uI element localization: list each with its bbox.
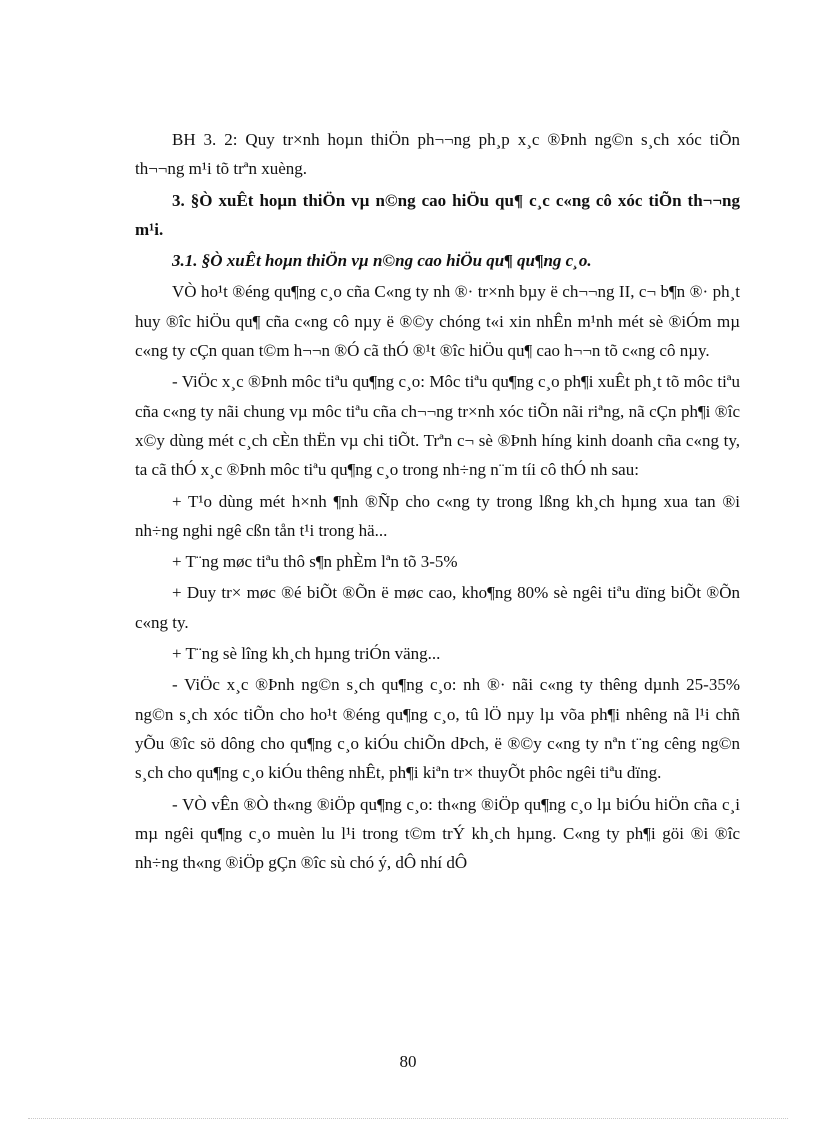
section-heading: 3. §Ò xuÊt hoµn thiÖn vµ n©ng cao hiÖu qu¶ c¸c c«ng cô xóc tiÕn th¬¬ng m¹i. xyxy=(135,190,740,239)
list-item-sales: + T¨ng møc tiªu thô s¶n phÈm lªn tõ 3-5% xyxy=(172,552,458,572)
bottom-divider xyxy=(28,1118,788,1119)
figure-caption: BH 3. 2: Quy tr×nh hoµn thiÖn ph¬¬ng ph¸p x¸c ®Þnh ng©n s¸ch xóc tiÕn th¬¬ng m¹i tõ trªn xuèng. xyxy=(135,130,740,179)
paragraph-advertising-goals: - ViÖc x¸c ®Þnh môc tiªu qu¶ng c¸o: Môc tiªu qu¶ng c¸o ph¶i xuÊt ph¸t tõ môc tiªu cña c«ng ty nãi chung vµ môc tiªu cña ch¬¬ng tr×nh xóc tiÕn nãi riªng, nã cÇn ph¶i ®îc x©y dùng mét c¸ch cÈn thËn vµ chi tiÕt. Trªn c¬ sè ®Þnh híng kinh doanh cña c«ng ty, ta cã thÓ x¸c ®Þnh môc tiªu qu¶ng c¸o trong nh÷ng n¨m tíi cô thÓ nh sau: xyxy=(135,372,740,480)
page-number: 80 xyxy=(399,1052,417,1071)
body-text xyxy=(135,125,740,877)
paragraph-intro: VÒ ho¹t ®éng qu¶ng c¸o cña C«ng ty nh ®· tr×nh bµy ë ch¬¬ng II, c¬ b¶n ®· ph¸t huy ®îc hiÖu qu¶ cña c«ng cô nµy ë ®©y chóng t«i xin nhÊn m¹nh mét sè ®iÓm mµ c«ng ty cÇn quan t©m h¬¬n ®Ó cã thÓ ®¹t ®îc hiÖu qu¶ cao h¬¬n tõ c«ng cô nµy. xyxy=(135,282,740,361)
list-item-awareness: + Duy tr× møc ®é biÕt ®Õn ë møc cao, kho¶ng 80% sè ngêi tiªu dïng biÕt ®Õn c«ng ty. xyxy=(135,583,740,632)
subsection-heading: 3.1. §Ò xuÊt hoµn thiÖn vµ n©ng cao hiÖu qu¶ qu¶ng c¸o. xyxy=(172,251,592,271)
paragraph-budget: - ViÖc x¸c ®Þnh ng©n s¸ch qu¶ng c¸o: nh ®· nãi c«ng ty thêng dµnh 25-35% ng©n s¸ch xóc tiÕn cho ho¹t ®éng qu¶ng c¸o, tû lÖ nµy lµ võa ph¶i nhêng nã l¹i chñ yÕu ®îc sö dông cho qu¶ng c¸o kiÓu chiÕn dÞch, ë ®©y c«ng ty nªn t¨ng cêng ng©n s¸ch cho qu¶ng c¸o kiÓu thêng nhÊt, ph¶i kiªn tr× thuyÕt phôc ngêi tiªu dïng. xyxy=(135,675,740,783)
paragraph-message: - VÒ vÊn ®Ò th«ng ®iÖp qu¶ng c¸o: th«ng ®iÖp qu¶ng c¸o lµ biÓu hiÖn cña c¸i mµ ngêi qu¶ng c¸o muèn lu l¹i trong t©m trÝ kh¸ch hµng. C«ng ty ph¶i göi ®i ®îc nh÷ng th«ng ®iÖp gÇn ®îc sù chó ý, dÔ nhí dÔ xyxy=(135,794,740,873)
list-item-customers: + T¨ng sè lîng kh¸ch hµng triÓn väng... xyxy=(172,644,441,664)
list-item-image: + T¹o dùng mét h×nh ¶nh ®Ñp cho c«ng ty trong lßng kh¸ch hµng xua tan ®i nh÷ng nghi ngê cßn tån t¹i trong hä... xyxy=(135,491,740,540)
